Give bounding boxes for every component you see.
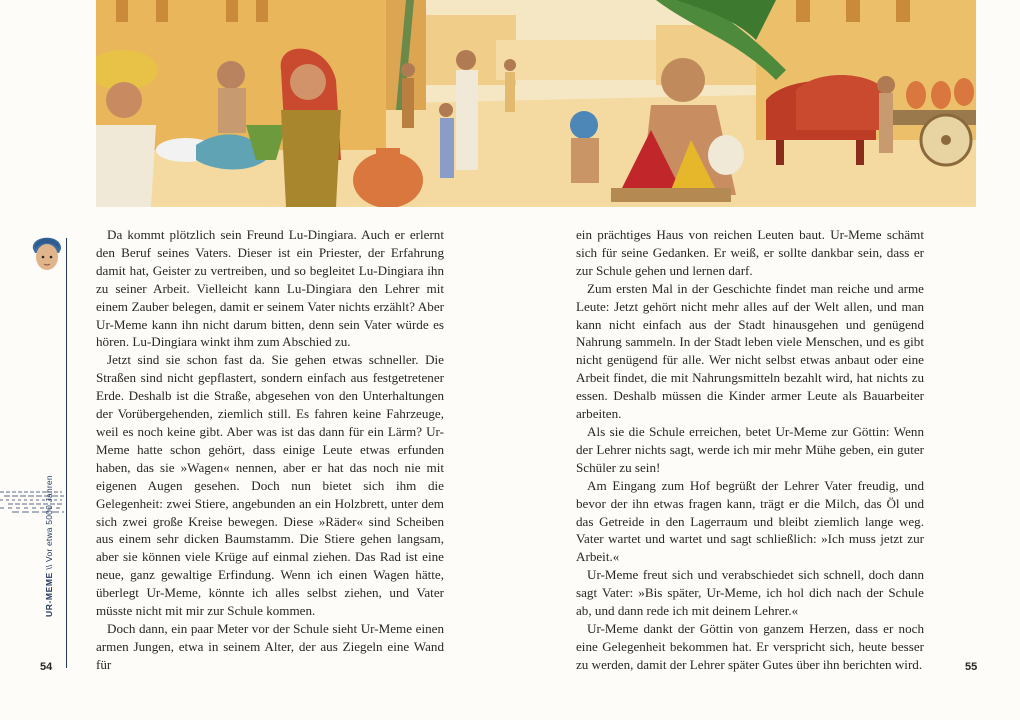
- paragraph: Als sie die Schule erreichen, betet Ur-Meme zur Göttin: Wenn der Lehrer nichts sagt, werde ich mir mehr Mühe geben, ein guter Schüler zu sein!: [576, 423, 924, 475]
- avatar-icon: [30, 231, 64, 275]
- right-text-column: [576, 226, 924, 674]
- paragraph: Doch dann, ein paar Meter vor der Schule sieht Ur-Meme einen armen Jungen, etwa in seinem Alter, der aus Ziegeln eine Wand für: [96, 620, 444, 672]
- paragraph: Zum ersten Mal in der Geschichte findet man reiche und arme Leute: Jetzt gehört nicht mehr alles auf der Welt allen, und man kann nicht einfach aus der Stadt hinausgehen und genügend Nahrung sammeln. In der Stadt leben viele Menschen, und es gibt nicht genügend für alle. Wer nicht selbst etwas anbaut oder eine Arbeit findet, die mit Nahrungsmitteln bezahlt wird, hat nichts zu essen. Deshalb müssen die Kinder armer Leute als Bauarbeiter arbeiten.: [576, 280, 924, 422]
- paragraph: ein prächtiges Haus von reichen Leuten baut. Ur-Meme schämt sich für seine Gedanken. Er weiß, er sollte dankbar sein, dass er zur Schule gehen und lernen darf.: [576, 227, 924, 278]
- sidebar: [0, 225, 70, 685]
- paragraph: Da kommt plötzlich sein Freund Lu-Dingiara. Auch er erlernt den Beruf seines Vaters. Dieser ist ein Priester, der Erfahrung damit hat, Geister zu vertreiben, und so begleitet Lu-Dingiara ihn zu seiner Arbeit. Vielleicht kann Lu-Dingiara den Lehrer mit einem Zauber belegen, damit er seinem Vater nichts erzählt? Aber Ur-Meme kann ihn nicht darum bitten, denn sein Vater würde es hören. Lu-Dingiara winkt ihm zum Abschied zu.: [96, 227, 444, 350]
- running-head: [44, 311, 58, 621]
- left-text-column: [96, 226, 444, 674]
- paragraph: Ur-Meme dankt der Göttin von ganzem Herzen, dass er noch eine Gelegenheit bekommen hat. Er verspricht sich, heute besser zu werden, damit der Lehrer später Gutes über ihn berichten wird.: [576, 620, 924, 672]
- paragraph: Jetzt sind sie schon fast da. Sie gehen etwas schneller. Die Straßen sind nicht gepflastert, sondern einfach aus festgetretener Erde. Deshalb ist die Straße, abgesehen von den Unterhaltungen der Vorübergehenden, ziemlich still. Es fahren keine Fahrzeuge, weil es noch keine gibt. Aber was ist das dann für ein Lärm? Ur-Meme hatte schon gehört, dass einige Leute etwas erfunden haben, das sie »Wagen« nennen, aber er hat das noch nie mit eigenen Augen gesehen. Doch nun bietet sich ihm die Gelegenheit: zwei Stiere, angebunden an ein Holzbrett, unter dem sich zwei große Kreise bewegen. Diese »Räder« sind Scheiben aus einem sehr dicken Baumstamm. Die Stiere gehen langsam, aber sie können viele Krüge auf einmal ziehen. Das Rad ist eine neue, ganz gewaltige Erfindung. Wenn ich einen Wagen hätte, überlegt Ur-Meme, könnte ich alles selbst ziehen, und Vater müsste nicht mit mir zur Schule kommen.: [96, 352, 444, 619]
- paragraph: Ur-Meme freut sich und verabschiedet sich schnell, doch dann sagt Vater: »Bis später, Ur-Meme, ich hol dich nach der Schule ab, und dann rede ich mit deinem Lehrer.«: [576, 567, 924, 619]
- running-head-subtitle: Vor etwa 5000 Jahren: [44, 475, 54, 562]
- margin-rule: [66, 238, 67, 668]
- running-head-separator: \\: [44, 564, 54, 570]
- paragraph: Am Eingang zum Hof begrüßt der Lehrer Vater freudig, und bevor der ihn etwas fragen kann, trägt er die Milch, das Öl und das Getreide in den Lagerraum und bleibt ziemlich lange weg. Vater wartet und wartet und sagt schließlich: »Ich muss jetzt zur Arbeit.«: [576, 477, 924, 565]
- page-number-left: 54: [40, 661, 53, 673]
- market-illustration: [96, 0, 976, 207]
- decorative-stripes: [0, 490, 66, 514]
- page-number-right: 55: [965, 661, 978, 673]
- running-head-title: UR-MEME: [44, 572, 54, 617]
